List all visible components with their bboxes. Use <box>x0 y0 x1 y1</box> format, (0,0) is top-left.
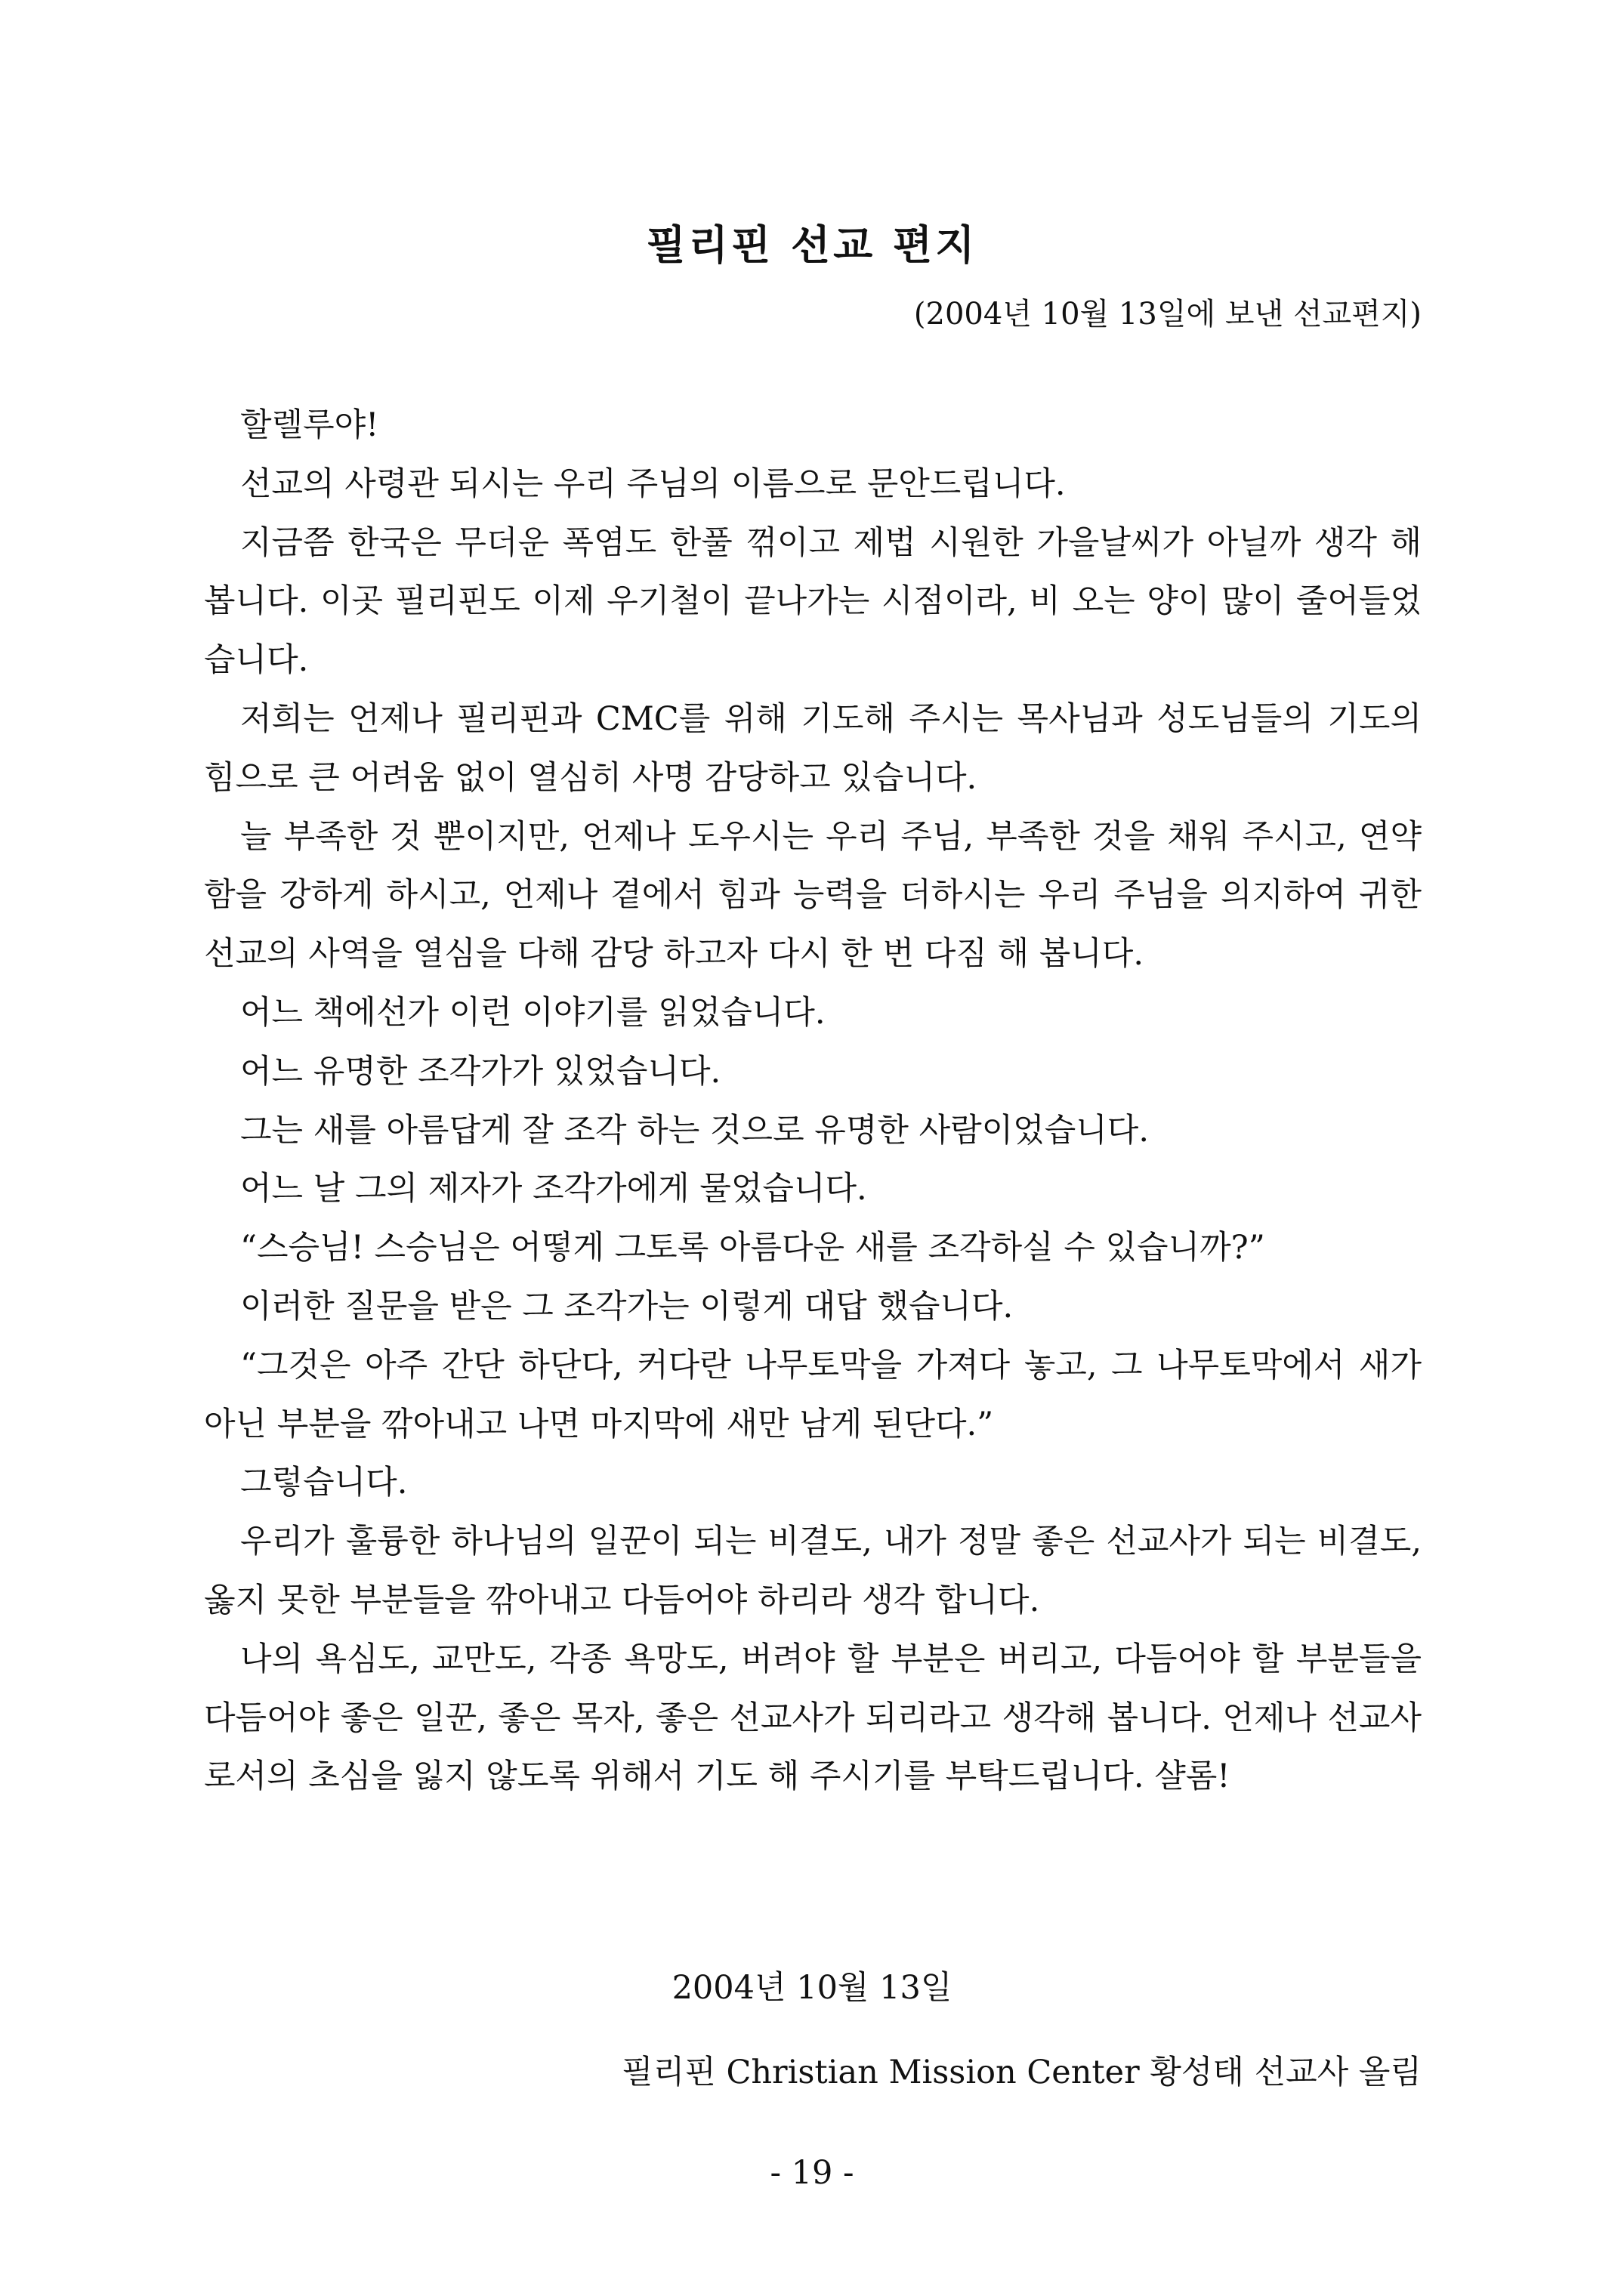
paragraph: 어느 날 그의 제자가 조각가에게 물었습니다. <box>240 1170 867 1208</box>
page-title: 필리핀 선교 편지 <box>646 221 978 269</box>
letter-date: 2004년 10월 13일 <box>672 1969 952 2007</box>
paragraph: 늘 부족한 것 뿐이지만, 언제나 도우시는 우리 주님, 부족한 것을 채워 주시고, 연약함을 강하게 하시고, 언제나 곁에서 힘과 능력을 더하시는 우리 주님을 의지하여 귀한 선교의 사역을 열심을 다해 감당 하고자 다시 한 번 다짐 해 봅니다. <box>204 817 1422 974</box>
paragraph: 나의 욕심도, 교만도, 각종 욕망도, 버려야 할 부분은 버리고, 다듬어야 할 부분들을 다듬어야 좋은 일꾼, 좋은 목자, 좋은 선교사가 되리라고 생각해 봅니다. 언제나 선교사로서의 초심을 잃지 않도록 위해서 기도 해 주시기를 부탁드립니다. 샬롬! <box>204 1640 1422 1796</box>
paragraph: 할렐루야! <box>240 406 379 444</box>
paragraph: 그렇습니다. <box>240 1464 408 1502</box>
letter-body <box>204 397 1422 1807</box>
paragraph: 그는 새를 아름답게 잘 조각 하는 것으로 유명한 사람이었습니다. <box>240 1111 1150 1150</box>
paragraph: 이러한 질문을 받은 그 조각가는 이렇게 대답 했습니다. <box>240 1287 1014 1325</box>
paragraph: 선교의 사령관 되시는 우리 주님의 이름으로 문안드립니다. <box>240 464 1066 503</box>
paragraph: 지금쯤 한국은 무더운 폭염도 한풀 꺾이고 제법 시원한 가을날씨가 아닐까 생각 해 봅니다. 이곳 필리핀도 이제 우기철이 끝나가는 시점이라, 비 오는 양이 많이 줄어들었습니다. <box>204 523 1422 680</box>
page-subtitle: (2004년 10월 13일에 보낸 선교편지) <box>913 297 1422 332</box>
paragraph: “그것은 아주 간단 하단다, 커다란 나무토막을 가져다 놓고, 그 나무토막에서 새가 아닌 부분을 깎아내고 나면 마지막에 새만 남게 된단다.” <box>204 1346 1422 1443</box>
letter-signature: 필리핀 Christian Mission Center 황성태 선교사 올림 <box>622 2054 1422 2091</box>
paragraph: 우리가 훌륭한 하나님의 일꾼이 되는 비결도, 내가 정말 좋은 선교사가 되는 비결도, 옳지 못한 부분들을 깎아내고 다듬어야 하리라 생각 합니다. <box>204 1523 1422 1619</box>
paragraph: 어느 책에선가 이런 이야기를 읽었습니다. <box>240 993 826 1032</box>
paragraph: 어느 유명한 조각가가 있었습니다. <box>240 1052 721 1091</box>
paragraph: 저희는 언제나 필리핀과 CMC를 위해 기도해 주시는 목사님과 성도님들의 기도의 힘으로 큰 어려움 없이 열심히 사명 감당하고 있습니다. <box>204 699 1422 797</box>
page-number: - 19 - <box>770 2154 854 2192</box>
paragraph: “스승님! 스승님은 어떻게 그토록 아름다운 새를 조각하실 수 있습니까?” <box>240 1229 1265 1267</box>
